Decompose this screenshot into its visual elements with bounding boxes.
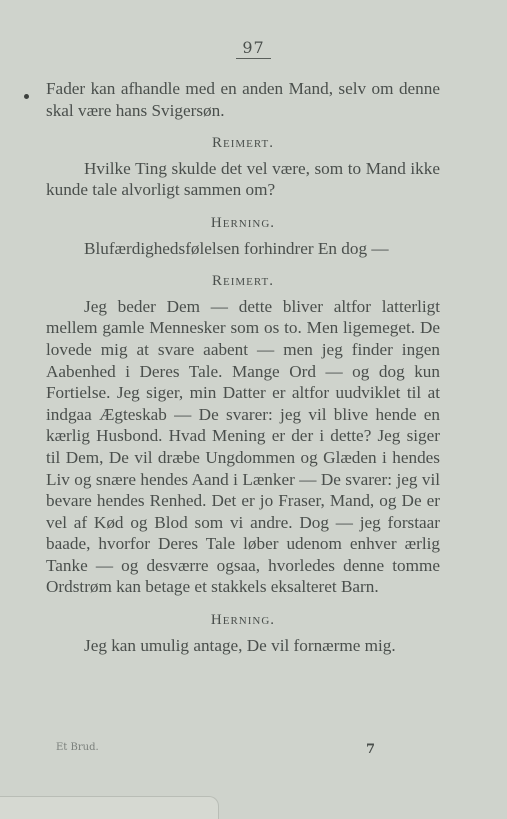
speaker-name: Herning. xyxy=(210,612,276,629)
speaker-name: Herning. xyxy=(210,214,276,231)
sheet-number: 7 xyxy=(366,742,376,757)
dialogue-paragraph: Hvilke Ting skulde det vel være, som to Mand ikke kunde tale alvorligt sammen om? xyxy=(46,158,440,200)
ink-spot xyxy=(24,94,29,99)
speaker-name: Reimert. xyxy=(211,273,275,290)
dialogue-paragraph: Fader kan afhandle med en anden Mand, selv om denne skal være hans Svigersøn. xyxy=(46,79,440,120)
dialogue-paragraph: Blufærdighedsfølelsen forhindrer En dog — xyxy=(84,238,389,258)
speaker-name: Reimert. xyxy=(211,135,275,152)
signature-mark: Et Brud. xyxy=(56,742,99,753)
dialogue-paragraph: Jeg kan umulig antage, De vil fornærme mig. xyxy=(84,635,396,655)
page-number: 97 xyxy=(0,38,507,57)
dialogue-paragraph: Jeg beder Dem — dette bliver altfor latterligt mellem gamle Mennesker som os to. Men ligemeget. De lovede mig at svare aabent — men jeg finder ingen Aabenhed i Deres Tale. Mange Ord — og dog kun Fortielse. Jeg siger, min Datter er altfor uudviklet til at indgaa Ægteskab — De svarer: jeg vil blive hende en kærlig Husbond. Hvad Mening er der i dette? Jeg siger til Dem, De vil dræbe Ungdommen og Glæden i hendes Liv og snære hendes Aand i Lænker — De svarer: jeg vil bevare hendes Renhed. Det er jo Fraser, Mand, og De er vel af Kød og Blod som vi andre. Dog — jeg forstaar baade, hvorfor Deres Tale løber udenom enhver ærlig Tanke — og desværre ogsaa, hvorledes denne tomme Ordstrøm kan betage et stakkels eksalteret Barn. xyxy=(46,296,440,597)
body-text xyxy=(46,78,440,656)
